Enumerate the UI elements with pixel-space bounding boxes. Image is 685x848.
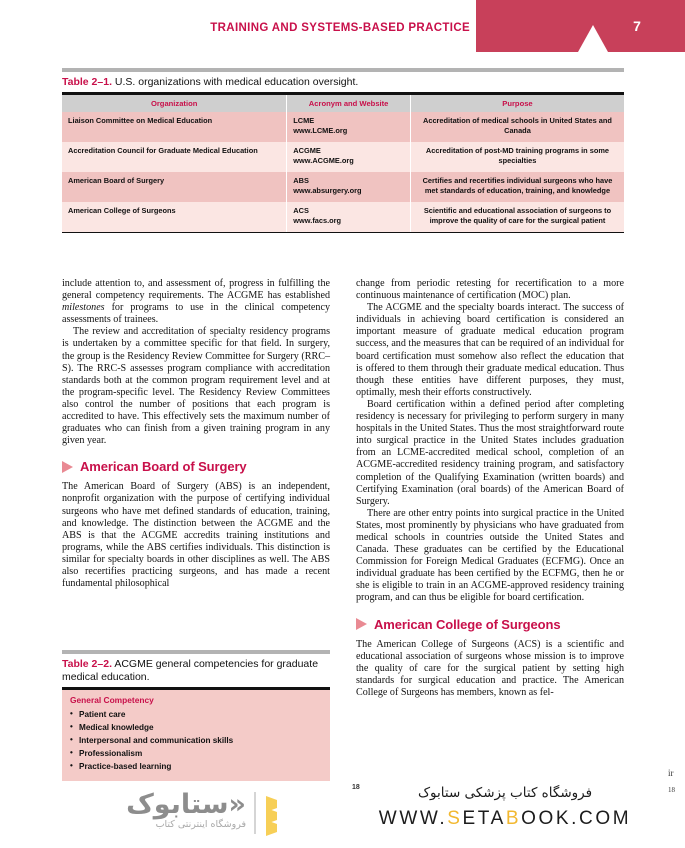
table-2-2-top-rule	[62, 650, 330, 654]
list-item: • Professionalism	[70, 747, 322, 760]
table-2-1-caption-label: Table 2–1.	[62, 76, 112, 88]
cell-organization: Accreditation Council for Graduate Medical Education	[62, 142, 287, 172]
paragraph-part: include attention to, and assessment of, progress in fulfilling the general competency requirements. The ACGME has established	[62, 278, 330, 302]
column-header-acronym-website: Acronym and Website	[287, 95, 411, 112]
cell-website: www.ACGME.org	[293, 156, 354, 165]
cell-acronym-website	[287, 112, 411, 142]
list-item: • Interpersonal and communication skills	[70, 734, 322, 747]
section-heading-label: American Board of Surgery	[80, 459, 247, 475]
cell-acronym-website	[287, 172, 411, 202]
table-2-2-caption	[62, 658, 330, 684]
table-2-1	[62, 68, 624, 233]
url-part-suffix: OOK.COM	[521, 808, 632, 829]
cell-purpose: Scientific and educational association of surgeons to improve the quality of care for the surgical patient	[410, 202, 624, 232]
paragraph: The ACGME and the specialty boards interact. The success of individuals in achieving board certification is considered an important measure of graduate medical education program success, and the measures that can be required of an individual for board certification must somehow also reflect the education that is offered to them through their graduate medical education. Thus though these entities have different purposes, they must, optimally, mesh their efforts constructively.	[356, 302, 624, 398]
cell-acronym: ABS	[293, 175, 309, 185]
table-2-1-header-row	[62, 95, 624, 112]
list-item: • Practice-based learning	[70, 760, 322, 773]
url-part-prefix: WWW.	[378, 808, 448, 829]
section-heading-label: American College of Surgeons	[374, 616, 561, 632]
list-item: • Patient care	[70, 708, 322, 721]
watermark-persian-tagline: فروشگاه کتاب پزشکی ستابوک	[417, 785, 593, 801]
setabook-logo[interactable]	[62, 788, 297, 844]
cell-organization: American Board of Surgery	[62, 172, 287, 202]
cell-organization: Liaison Committee on Medical Education	[62, 112, 287, 142]
paragraph: Board certification within a defined period after completing residency is necessary for privileging to perform surgery in many hospitals in the United States. Thus the most straightforward route into surgical practice in the United States includes graduation from an LCME-accredited medical school, completion of an ACGME-accredited residency training program, and satisfactory completion of the Qualifying Examination (written boards) and Certifying Examination (oral boards) of the American Board of Surgery.	[356, 398, 624, 507]
paragraph: change from periodic retesting for recertification to a more continuous maintenance of certification (MOC) plan.	[356, 278, 624, 302]
table-2-2	[62, 650, 330, 781]
paragraph: The American College of Surgeons (ACS) is a scientific and educational association of surgeons whose mission is to improve the quality of care for the surgical patient by setting high standards for surgical education and practice. The American College of Surgeons has members, known as fel-	[356, 638, 624, 698]
bleed-fragment: 18	[668, 786, 675, 794]
table-2-2-body	[62, 690, 330, 781]
paragraph: The American Board of Surgery (ABS) is an independent, nonprofit organization with the purpose of certifying individual surgeons who have met defined standards of education, training, and knowledge. The distinction between the ACGME and the ABS is that the ACGME accredits training institutions and programs, while the ABS certifies individuals. This distinction is similar for specialty boards in other disciplines as well. The ABS also recertifies practicing surgeons, and has made a recent fundamental philosophical	[62, 481, 330, 590]
running-title: TRAINING AND SYSTEMS-BASED PRACTICE	[210, 22, 470, 34]
page-header	[0, 0, 685, 58]
cell-website: www.facs.org	[293, 216, 342, 225]
cell-purpose: Accreditation of post-MD training programs in some specialties	[410, 142, 624, 172]
section-heading-american-college-of-surgeons	[356, 617, 624, 632]
column-header-general-competency: General Competency	[70, 694, 154, 705]
cell-purpose: Certifies and recertifies individual surgeons who have met standards of education, training, and knowledge	[410, 172, 624, 202]
table-2-2-caption-label: Table 2–2.	[62, 658, 112, 670]
triangle-bullet-icon	[62, 461, 73, 473]
table-2-1-top-rule	[62, 68, 624, 72]
column-header-organization: Organization	[62, 95, 287, 112]
table-2-2-caption-text: ACGME general competencies for graduate medical education.	[62, 658, 319, 683]
table-2-1-grid	[62, 95, 624, 232]
triangle-bullet-icon	[356, 618, 367, 630]
url-part-s: S	[447, 808, 463, 829]
table-2-1-caption	[62, 76, 624, 89]
bleed-fragment: ir	[668, 768, 674, 778]
paragraph: The review and accreditation of specialty residency programs is undertaken by a committee specific for that field. In surgery, the group is the Residency Review Committee for Surgery (RRC–S). The RRC-S assesses program compliance with accreditation standards both at the common program requirement level and at the program-specific level. The Residency Review Committees also control the number of positions that each program is accredited to have. This effectively sets the maximum number of graduates who can finish from a given training program in any given year.	[62, 326, 330, 447]
logo-subtitle: فروشگاه اینترنتی کتاب	[155, 819, 246, 830]
header-notch-triangle-icon	[578, 25, 608, 52]
footer-watermark	[0, 782, 685, 848]
cell-website: www.LCME.org	[293, 126, 348, 135]
column-header-purpose: Purpose	[410, 95, 624, 112]
cell-acronym: ACGME	[293, 145, 321, 155]
table-row	[62, 172, 624, 202]
cell-acronym: ACS	[293, 205, 309, 215]
cell-acronym: LCME	[293, 115, 315, 125]
right-text-column	[356, 278, 624, 699]
table-row	[62, 202, 624, 232]
page-number: 7	[633, 18, 641, 34]
paragraph	[62, 278, 330, 326]
footer-page-mark: 18	[352, 784, 360, 791]
url-part-b: B	[505, 808, 522, 829]
cell-acronym-website	[287, 202, 411, 232]
list-item: • Medical knowledge	[70, 721, 322, 734]
cell-organization: American College of Surgeons	[62, 202, 287, 232]
logo-wordmark	[66, 790, 246, 820]
paragraph-part: for programs to use in the clinical competency assessments of trainees.	[62, 302, 330, 326]
table-2-1-caption-text: U.S. organizations with medical education oversight.	[114, 76, 359, 88]
table-row	[62, 112, 624, 142]
cell-website: www.absurgery.org	[293, 186, 362, 195]
paragraph-emphasis: milestones	[62, 302, 105, 314]
logo-divider	[254, 792, 256, 834]
cell-purpose: Accreditation of medical schools in United States and Canada	[410, 112, 624, 142]
table-row	[62, 142, 624, 172]
section-heading-american-board-of-surgery	[62, 459, 330, 474]
chevron-mark-icon	[266, 796, 310, 834]
watermark-url[interactable]	[345, 808, 665, 830]
table-2-1-bottom-rule	[62, 232, 624, 234]
url-part-eta: ETA	[462, 808, 506, 829]
logo-wordmark-text: «ستابوک	[126, 789, 246, 820]
cell-acronym-website	[287, 142, 411, 172]
paragraph: There are other entry points into surgical practice in the United States, most prominently by physicians who have graduated from medical schools in countries outside the United States and Canada. These graduates can be certified by the Educational Commission for Foreign Medical Graduates (ECFMG). Once an individual graduate has been certified by the ECFMG, then he or she is eligible to train in an ACGME-approved residency training program, and can thus be eligible for board certification.	[356, 507, 624, 604]
left-text-column	[62, 278, 330, 590]
